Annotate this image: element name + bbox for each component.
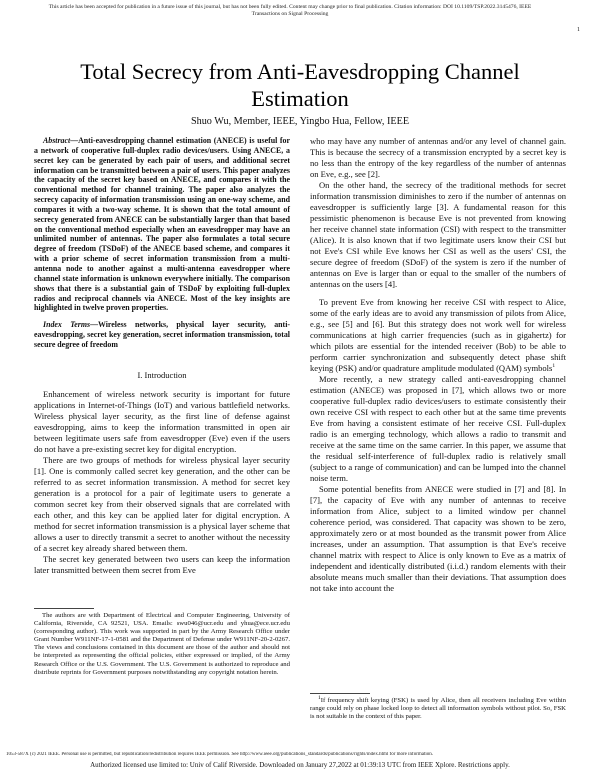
title-line-1: Total Secrecy from Anti-Eavesdropping Channel xyxy=(80,59,520,84)
footer-copyright: 1053-587X (c) 2021 IEEE. Personal use is permitted, but republication/redistribution requires IEEE permission. See http://www.ieee.org/publications_standards/publications/rights/index.html for more information. xyxy=(6,752,433,757)
header-notice-line1: This article has been accepted for publication in a future issue of this journal, but has not been fully edited. Content may change prior to final publication. Citation information: DOI 10.1109/TSP.2022.3145476, IEEE xyxy=(48,4,532,10)
index-terms-text: —Wireless networks, physical layer security, anti-eavesdropping, secret key generation, secret information transmission, total secure degree of freedom xyxy=(34,320,291,349)
right-paragraph: Some potential benefits from ANECE were studied in [7] and [8]. In [7], the capacity of Eve with any number of antennas to receive information from Alice, subject to a limited window per channel coherence period, was considered. That capacity was shown to be zero, approximately zero or at most bounded as the transmit power from Alice increases, under an assumption. That assumption is that Eve's receive channel matrix with respect to Alice is only known to Eve as a matrix of independent and identically distributed (i.i.d.) random elements with their absolute means much smaller than their deviations. That assumption does not take into account the xyxy=(310,484,566,593)
right-footnote-marker: 1 xyxy=(318,694,321,701)
section-heading: I. Introduction xyxy=(137,369,187,380)
left-paragraph: There are two groups of methods for wireless physical layer security [1]. One is commonly called secret key generation, and the other can be referred to as secret information transmission. A method for secret key generation is a protocol for a pair of legitimate users to generate a common secret key from their observed signals that are correlated with each other, and this key can be applied later for digital encryption. A method for secret information transmission is a physical layer scheme that allows a user to directly transmit a secret to another without the necessity of a secret key already shared between them. xyxy=(34,454,290,553)
right-paragraph: who may have any number of antennas and/or any level of channel gain. This is because the secrecy of a transmission encrypted by a secret key is no less than the entropy of the key regardless of the number of antennas on Eve, e.g., see [2]. xyxy=(310,136,566,179)
header-notice-line2: Transactions on Signal Processing xyxy=(251,11,329,17)
index-terms-label: Index Terms xyxy=(43,320,91,330)
author-line: Shuo Wu, Member, IEEE, Yingbo Hua, Fellow, IEEE xyxy=(190,116,410,127)
footer-license: Authorized licensed use limited to: Univ of Calif Riverside. Downloaded on January 27,2022 at 01:39:13 UTC from IEEE Xplore. Restrictions apply. xyxy=(90,761,510,769)
right-paragraph: More recently, a new strategy called anti-eavesdropping channel estimation (ANECE) was proposed in [7], which allows two or more cooperative full-duplex radio devices/users to estimate consistently their own receive CSI with respect to each other but at the same time prevents Eve from having a consistent estimate of her receive CSI. Full-duplex radio is an emerging technology, which allows a radio to transmit and receive at the same time on the same carrier. In this paper, we assume that the residual self-interference of full-duplex radio is relatively small (subject to a range of communication) and can be lumped into the channel noise term. xyxy=(310,374,566,483)
right-footnote xyxy=(310,694,566,721)
title-line-2: Estimation xyxy=(251,86,349,111)
left-paragraph: Enhancement of wireless network security is important for future applications in Internet-of-Things (IoT) and various battlefield networks. Wireless physical layer security, as the first line of defense against eavesdropping, aims to keep the information transmitted in open air between legitimate users safe from eavesdropper (Eve) even if the users do not have a pre-existing secret key for digital encryption. xyxy=(34,388,290,454)
right-column xyxy=(310,136,566,594)
abstract-label: Abstract xyxy=(43,136,71,145)
left-paragraph: The secret key generated between two users can keep the information later transmitted between them secret from Eve xyxy=(34,553,290,575)
page-number: 1 xyxy=(577,27,580,33)
abstract-text: —Anti-eavesdropping channel estimation (ANECE) is useful for a network of cooperative full-duplex radio devices/users. Using ANECE, a secret key can be generated by each pair of users, and additional secret information can be transmitted between a pair of users. This paper analyzes the capacity of the secret key based on ANECE, and compares it with the conventional method for channel training. The paper also analyzes the secrecy capacity of information transmission using an one-way scheme, and compares it with a two-way scheme. It is shown that the total amount of secrecy generated from ANECE can be substantially larger than that based on the conventional method especially when an eavesdropper may have an unlimited number of antennas. The paper also formulates a total secure degree of freedom (TSDoF) of the ANECE based scheme, and compares it with a prior scheme of secret information transmission from a multi-antenna node to another against a multi-antenna eavesdropper where channel state information is unknown everywhere initially. The comparison shows that there is a substantial gain of TSDoF by exploiting full-duplex radios and reciprocal channels via ANECE. Most of the key insights are highlighted in twelve proven properties. xyxy=(34,136,290,313)
right-paragraph xyxy=(310,297,566,374)
header-notice xyxy=(20,4,560,18)
footnote-rule xyxy=(34,608,94,609)
right-footnote-body: If frequency shift keying (FSK) is used by Alice, then all receivers including Eve within range could rely on phase locked loop to detect all information symbols without pilot. So, FSK is not suitable in the context of this paper. xyxy=(310,697,566,721)
left-footnote xyxy=(34,612,290,677)
footnote-marker: 1 xyxy=(552,363,556,370)
abstract xyxy=(34,136,290,313)
right-paragraph-text: To prevent Eve from knowing her receive CSI with respect to Alice, some of the early ideas are to avoid any transmission of pilots from Alice, e.g., see [5] and [6]. But this strategy does not work well for wireless communications at high carrier frequencies (such as in gigahertz) for which pilots are essential for the intended receiver (Bob) to be able to perform carrier synchronization and subsequently detect phase shift keying (PSK) and/or quadrature amplitude modulated (QAM) symbols xyxy=(310,297,566,373)
left-column xyxy=(34,136,290,576)
paper-title xyxy=(40,58,560,112)
right-paragraph: On the other hand, the secrecy of the traditional methods for secret information transmission diminishes to zero if the number of antennas on eavesdropper is sufficiently large [3]. A fundamental reason for this pessimistic phenomenon is because Eve is not prevented from knowing her receive channel state information (CSI) with respect to the transmitter (Alice). It is also known that if two legitimate users know their CSI but not Eve's CSI while Eve knows her CSI as well as the users' CSI, the secure degree of freedom (SDoF) of the system is zero if the number of antennas on Eve is larger than or equal to the smaller of the numbers of antennas on the users [4]. xyxy=(310,180,566,289)
right-footnote-text xyxy=(310,694,566,721)
index-terms xyxy=(34,320,290,350)
left-footnote-text: The authors are with Department of Electrical and Computer Engineering, University of California, Riverside, CA 92521, USA. Emails: swu046@ucr.edu and yhua@ece.ucr.edu (corresponding author). This work was supported in part by the Army Research Office under Grant Number W911NF-17-1-0581 and the Department of Defense under W911NF-20-2-0267. The views and conclusions contained in this document are those of the author and should not be interpreted as representing the official policies, either expressed or implied, of the Army Research Office or the U.S. Government. The U.S. Government is authorized to reproduce and distribute reprints for Government purposes notwithstanding any copyright notation herein. xyxy=(34,612,290,676)
